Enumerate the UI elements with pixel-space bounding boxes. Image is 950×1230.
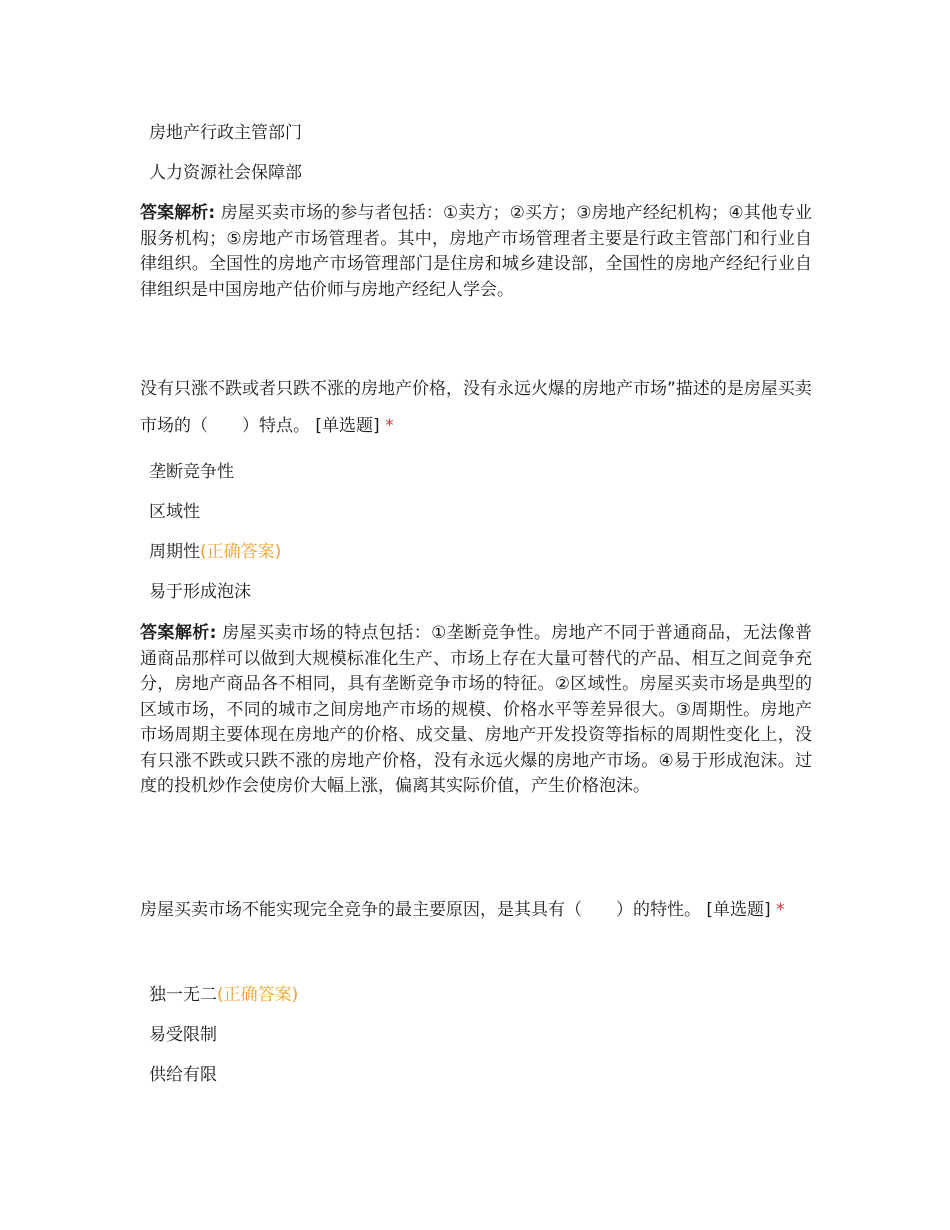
option-text: 垄断竞争性 [149,462,234,482]
option-item[interactable] [149,500,200,524]
option-item[interactable] [149,1023,217,1047]
option-text: 独一无二 [149,985,217,1005]
option-item[interactable] [149,460,234,484]
option-text: 供给有限 [149,1065,217,1085]
option-item[interactable] [149,540,281,564]
option-text: 周期性 [149,542,200,562]
answer-analysis [140,621,812,800]
analysis-label: 答案解析: [140,623,217,643]
question-title [140,892,812,929]
question-title [140,371,812,445]
option-item[interactable] [149,1063,217,1087]
analysis-label: 答案解析: [140,203,216,223]
question-text: 房屋买卖市场不能实现完全竞争的最主要原因，是其具有（ ）的特性。 [单选题] [140,900,771,920]
required-mark: * [385,416,394,436]
question-text: 没有只涨不跌或者只跌不涨的房地产价格，没有永远火爆的房地产市场”描述的是房屋买卖市场的（ ）特点。 [单选题] [140,379,812,436]
option-text: 房地产行政主管部门 [149,123,302,143]
option-text: 人力资源社会保障部 [149,163,302,183]
analysis-text: 房屋买卖市场的参与者包括：①卖方；②买方；③房地产经纪机构；④其他专业服务机构；⑤房地产市场管理者。其中，房地产市场管理者主要是行政主管部门和行业自律组织。全国性的房地产市场管理部门是住房和城乡建设部，全国性的房地产经纪行业自律组织是中国房地产估价师与房地产经纪人学会。 [140,203,812,300]
answer-analysis [140,201,812,303]
analysis-text: 房屋买卖市场的特点包括：①垄断竞争性。房地产不同于普通商品，无法像普通商品那样可以做到大规模标准化生产、市场上存在大量可替代的产品、相互之间竞争充分，房地产商品各不相同，具有垄断竞争市场的特征。②区域性。房屋买卖市场是典型的区域市场，不同的城市之间房地产市场的规模、价格水平等差异很大。③周期性。房地产市场周期主要体现在房地产的价格、成交量、房地产开发投资等指标的周期性变化上，没有只涨不跌或只跌不涨的房地产价格，没有永远火爆的房地产市场。④易于形成泡沫。过度的投机炒作会使房价大幅上涨，偏离其实际价值，产生价格泡沫。 [140,623,812,796]
required-mark: * [776,900,785,920]
option-item[interactable] [149,161,302,185]
option-item[interactable] [149,121,302,145]
option-text: 易受限制 [149,1025,217,1045]
option-text: 易于形成泡沫 [149,582,251,602]
option-item[interactable] [149,983,298,1007]
correct-answer-tag: (正确答案) [200,542,282,562]
correct-answer-tag: (正确答案) [217,985,299,1005]
option-text: 区域性 [149,502,200,522]
option-item[interactable] [149,580,251,604]
